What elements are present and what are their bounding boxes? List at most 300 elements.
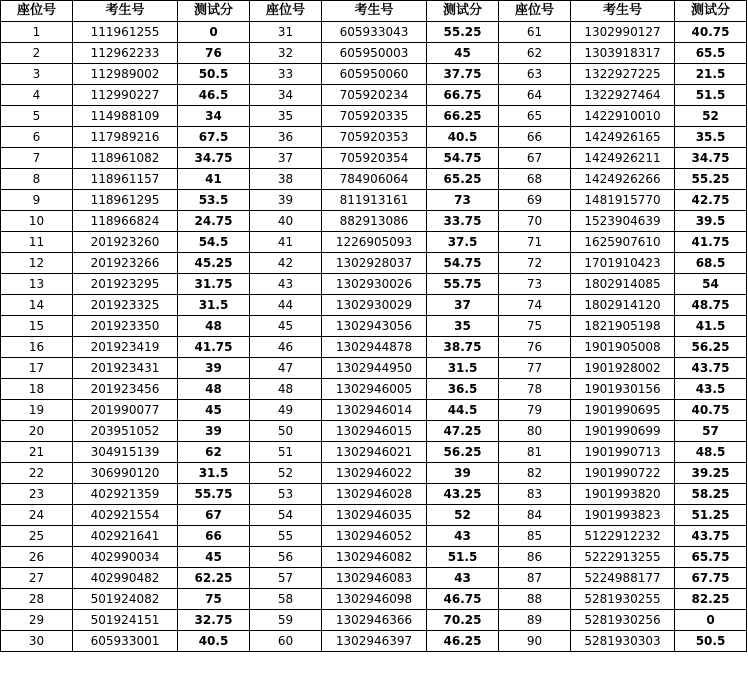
exam-id-cell: 1302946082 [322, 547, 427, 568]
seat-number-cell: 41 [250, 232, 322, 253]
seat-number-cell: 10 [1, 211, 73, 232]
exam-id-cell: 605933001 [73, 631, 178, 652]
seat-number-cell: 18 [1, 379, 73, 400]
score-cell: 48 [178, 379, 250, 400]
seat-number-cell: 86 [499, 547, 571, 568]
exam-id-cell: 1302946035 [322, 505, 427, 526]
score-cell: 39.5 [675, 211, 747, 232]
score-cell: 33.75 [427, 211, 499, 232]
exam-id-cell: 1302943056 [322, 316, 427, 337]
score-cell: 50.5 [675, 631, 747, 652]
score-cell: 45 [178, 547, 250, 568]
table-row [1, 148, 747, 169]
score-cell: 0 [675, 610, 747, 631]
seat-number-cell: 22 [1, 463, 73, 484]
seat-number-cell: 11 [1, 232, 73, 253]
exam-id-cell: 5122912232 [571, 526, 675, 547]
exam-id-cell: 402921554 [73, 505, 178, 526]
score-cell: 41.75 [178, 337, 250, 358]
seat-number-cell: 3 [1, 64, 73, 85]
header-score: 测试分 [427, 1, 499, 22]
exam-id-cell: 5281930303 [571, 631, 675, 652]
score-cell: 48 [178, 316, 250, 337]
score-cell: 46.75 [427, 589, 499, 610]
header-exam-id: 考生号 [571, 1, 675, 22]
score-cell: 37.75 [427, 64, 499, 85]
table-row [1, 400, 747, 421]
score-cell: 43.25 [427, 484, 499, 505]
seat-number-cell: 35 [250, 106, 322, 127]
table-row [1, 127, 747, 148]
score-cell: 65.5 [675, 43, 747, 64]
score-cell: 66.75 [427, 85, 499, 106]
score-cell: 39 [427, 463, 499, 484]
seat-number-cell: 20 [1, 421, 73, 442]
exam-id-cell: 1523904639 [571, 211, 675, 232]
seat-number-cell: 27 [1, 568, 73, 589]
exam-id-cell: 5281930255 [571, 589, 675, 610]
exam-id-cell: 304915139 [73, 442, 178, 463]
score-cell: 43.5 [675, 379, 747, 400]
exam-id-cell: 1302946015 [322, 421, 427, 442]
exam-id-cell: 1302946397 [322, 631, 427, 652]
score-cell: 31.5 [178, 463, 250, 484]
table-row [1, 43, 747, 64]
seat-number-cell: 83 [499, 484, 571, 505]
seat-number-cell: 30 [1, 631, 73, 652]
exam-id-cell: 1302944950 [322, 358, 427, 379]
score-cell: 44.5 [427, 400, 499, 421]
seat-number-cell: 66 [499, 127, 571, 148]
seat-number-cell: 50 [250, 421, 322, 442]
score-cell: 34.75 [178, 148, 250, 169]
exam-id-cell: 1802914085 [571, 274, 675, 295]
exam-id-cell: 1302946005 [322, 379, 427, 400]
score-cell: 67.5 [178, 127, 250, 148]
score-cell: 32.75 [178, 610, 250, 631]
score-cell: 46.5 [178, 85, 250, 106]
score-cell: 54 [675, 274, 747, 295]
exam-id-cell: 114988109 [73, 106, 178, 127]
header-score: 测试分 [178, 1, 250, 22]
seat-number-cell: 52 [250, 463, 322, 484]
seat-number-cell: 80 [499, 421, 571, 442]
score-cell: 56.25 [427, 442, 499, 463]
score-cell: 35.5 [675, 127, 747, 148]
score-cell: 66.25 [427, 106, 499, 127]
exam-id-cell: 882913086 [322, 211, 427, 232]
seat-number-cell: 19 [1, 400, 73, 421]
table-row [1, 106, 747, 127]
header-row [1, 1, 747, 22]
score-cell: 41.75 [675, 232, 747, 253]
seat-number-cell: 79 [499, 400, 571, 421]
seat-number-cell: 32 [250, 43, 322, 64]
score-cell: 31.5 [178, 295, 250, 316]
seat-number-cell: 57 [250, 568, 322, 589]
table-row [1, 526, 747, 547]
seat-number-cell: 5 [1, 106, 73, 127]
score-cell: 56.25 [675, 337, 747, 358]
score-cell: 34.75 [675, 148, 747, 169]
score-cell: 37 [427, 295, 499, 316]
table-row [1, 379, 747, 400]
seat-number-cell: 17 [1, 358, 73, 379]
header-exam-id: 考生号 [73, 1, 178, 22]
seat-number-cell: 29 [1, 610, 73, 631]
score-cell: 67.75 [675, 568, 747, 589]
score-cell: 34 [178, 106, 250, 127]
exam-id-cell: 201923456 [73, 379, 178, 400]
table-row [1, 190, 747, 211]
score-cell: 45 [427, 43, 499, 64]
exam-id-cell: 1901993823 [571, 505, 675, 526]
exam-id-cell: 117989216 [73, 127, 178, 148]
seat-number-cell: 43 [250, 274, 322, 295]
exam-id-cell: 1303918317 [571, 43, 675, 64]
exam-id-cell: 402921641 [73, 526, 178, 547]
exam-id-cell: 605933043 [322, 22, 427, 43]
score-cell: 46.25 [427, 631, 499, 652]
exam-id-cell: 1901990722 [571, 463, 675, 484]
exam-id-cell: 1901905008 [571, 337, 675, 358]
seat-number-cell: 49 [250, 400, 322, 421]
exam-id-cell: 5224988177 [571, 568, 675, 589]
score-cell: 70.25 [427, 610, 499, 631]
exam-id-cell: 1424926211 [571, 148, 675, 169]
table-row [1, 337, 747, 358]
score-cell: 40.5 [427, 127, 499, 148]
exam-id-cell: 705920353 [322, 127, 427, 148]
exam-id-cell: 1901990699 [571, 421, 675, 442]
exam-id-cell: 402921359 [73, 484, 178, 505]
exam-id-cell: 1302946083 [322, 568, 427, 589]
score-cell: 65.25 [427, 169, 499, 190]
exam-id-cell: 201923325 [73, 295, 178, 316]
exam-id-cell: 501924151 [73, 610, 178, 631]
exam-id-cell: 811913161 [322, 190, 427, 211]
score-cell: 62.25 [178, 568, 250, 589]
score-cell: 54.75 [427, 148, 499, 169]
seat-number-cell: 7 [1, 148, 73, 169]
seat-number-cell: 47 [250, 358, 322, 379]
header-seat: 座位号 [250, 1, 322, 22]
exam-id-cell: 1226905093 [322, 232, 427, 253]
exam-id-cell: 201923350 [73, 316, 178, 337]
score-cell: 37.5 [427, 232, 499, 253]
score-cell: 82.25 [675, 589, 747, 610]
score-cell: 55.75 [178, 484, 250, 505]
seat-number-cell: 59 [250, 610, 322, 631]
seat-number-cell: 55 [250, 526, 322, 547]
score-cell: 45.25 [178, 253, 250, 274]
exam-id-cell: 203951052 [73, 421, 178, 442]
seat-number-cell: 1 [1, 22, 73, 43]
exam-id-cell: 705920354 [322, 148, 427, 169]
exam-id-cell: 112989002 [73, 64, 178, 85]
seat-number-cell: 77 [499, 358, 571, 379]
score-cell: 67 [178, 505, 250, 526]
score-cell: 51.5 [675, 85, 747, 106]
seat-number-cell: 4 [1, 85, 73, 106]
score-cell: 58.25 [675, 484, 747, 505]
score-cell: 43 [427, 568, 499, 589]
seat-number-cell: 90 [499, 631, 571, 652]
exam-id-cell: 118961295 [73, 190, 178, 211]
table-row [1, 442, 747, 463]
table-row [1, 316, 747, 337]
score-cell: 55.75 [427, 274, 499, 295]
seat-number-cell: 51 [250, 442, 322, 463]
exam-id-cell: 1302990127 [571, 22, 675, 43]
exam-id-cell: 1302930026 [322, 274, 427, 295]
exam-id-cell: 1302946022 [322, 463, 427, 484]
score-cell: 68.5 [675, 253, 747, 274]
score-cell: 54.75 [427, 253, 499, 274]
score-cell: 55.25 [675, 169, 747, 190]
seat-number-cell: 24 [1, 505, 73, 526]
score-cell: 39.25 [675, 463, 747, 484]
exam-id-cell: 112990227 [73, 85, 178, 106]
seat-number-cell: 16 [1, 337, 73, 358]
seat-number-cell: 68 [499, 169, 571, 190]
score-cell: 41 [178, 169, 250, 190]
exam-id-cell: 605950060 [322, 64, 427, 85]
seat-number-cell: 13 [1, 274, 73, 295]
score-cell: 31.75 [178, 274, 250, 295]
score-cell: 21.5 [675, 64, 747, 85]
seat-number-cell: 39 [250, 190, 322, 211]
seat-number-cell: 40 [250, 211, 322, 232]
exam-id-cell: 118961082 [73, 148, 178, 169]
seat-number-cell: 61 [499, 22, 571, 43]
seat-number-cell: 74 [499, 295, 571, 316]
table-row [1, 421, 747, 442]
score-cell: 39 [178, 421, 250, 442]
exam-id-cell: 1901928002 [571, 358, 675, 379]
exam-id-cell: 1625907610 [571, 232, 675, 253]
seat-number-cell: 36 [250, 127, 322, 148]
seat-number-cell: 62 [499, 43, 571, 64]
score-cell: 43.75 [675, 526, 747, 547]
seat-number-cell: 31 [250, 22, 322, 43]
seat-number-cell: 56 [250, 547, 322, 568]
score-cell: 39 [178, 358, 250, 379]
seat-number-cell: 45 [250, 316, 322, 337]
seat-number-cell: 28 [1, 589, 73, 610]
seat-number-cell: 25 [1, 526, 73, 547]
score-cell: 31.5 [427, 358, 499, 379]
exam-id-cell: 1821905198 [571, 316, 675, 337]
seat-number-cell: 2 [1, 43, 73, 64]
seat-number-cell: 64 [499, 85, 571, 106]
score-cell: 54.5 [178, 232, 250, 253]
score-cell: 41.5 [675, 316, 747, 337]
exam-id-cell: 705920335 [322, 106, 427, 127]
seat-number-cell: 82 [499, 463, 571, 484]
table-row [1, 358, 747, 379]
score-cell: 0 [178, 22, 250, 43]
score-cell: 52 [427, 505, 499, 526]
score-cell: 36.5 [427, 379, 499, 400]
exam-id-cell: 306990120 [73, 463, 178, 484]
seat-number-cell: 81 [499, 442, 571, 463]
seat-number-cell: 42 [250, 253, 322, 274]
seat-number-cell: 12 [1, 253, 73, 274]
exam-id-cell: 5281930256 [571, 610, 675, 631]
seat-number-cell: 26 [1, 547, 73, 568]
seat-number-cell: 37 [250, 148, 322, 169]
exam-id-cell: 501924082 [73, 589, 178, 610]
exam-id-cell: 1802914120 [571, 295, 675, 316]
exam-id-cell: 1302944878 [322, 337, 427, 358]
score-cell: 35 [427, 316, 499, 337]
score-cell: 75 [178, 589, 250, 610]
seat-number-cell: 87 [499, 568, 571, 589]
seat-number-cell: 54 [250, 505, 322, 526]
table-row [1, 253, 747, 274]
table-row [1, 568, 747, 589]
seat-number-cell: 88 [499, 589, 571, 610]
score-cell: 43.75 [675, 358, 747, 379]
table-row [1, 463, 747, 484]
exam-id-cell: 1901993820 [571, 484, 675, 505]
score-cell: 47.25 [427, 421, 499, 442]
exam-id-cell: 1302930029 [322, 295, 427, 316]
seat-number-cell: 38 [250, 169, 322, 190]
seat-number-cell: 15 [1, 316, 73, 337]
score-cell: 50.5 [178, 64, 250, 85]
table-row [1, 22, 747, 43]
score-cell: 24.75 [178, 211, 250, 232]
score-cell: 51.5 [427, 547, 499, 568]
exam-id-cell: 1322927464 [571, 85, 675, 106]
seat-number-cell: 53 [250, 484, 322, 505]
score-cell: 65.75 [675, 547, 747, 568]
exam-id-cell: 201923266 [73, 253, 178, 274]
exam-id-cell: 1322927225 [571, 64, 675, 85]
table-row [1, 505, 747, 526]
score-cell: 48.75 [675, 295, 747, 316]
exam-id-cell: 201923295 [73, 274, 178, 295]
seat-number-cell: 65 [499, 106, 571, 127]
table-row [1, 589, 747, 610]
score-cell: 62 [178, 442, 250, 463]
seat-number-cell: 89 [499, 610, 571, 631]
seat-number-cell: 34 [250, 85, 322, 106]
table-row [1, 610, 747, 631]
seat-number-cell: 72 [499, 253, 571, 274]
exam-id-cell: 1901930156 [571, 379, 675, 400]
exam-id-cell: 118966824 [73, 211, 178, 232]
seat-number-cell: 67 [499, 148, 571, 169]
score-cell: 45 [178, 400, 250, 421]
exam-id-cell: 201990077 [73, 400, 178, 421]
score-cell: 66 [178, 526, 250, 547]
seat-number-cell: 70 [499, 211, 571, 232]
exam-id-cell: 1424926266 [571, 169, 675, 190]
seat-number-cell: 71 [499, 232, 571, 253]
score-cell: 53.5 [178, 190, 250, 211]
exam-id-cell: 1302946366 [322, 610, 427, 631]
seat-number-cell: 84 [499, 505, 571, 526]
exam-id-cell: 112962233 [73, 43, 178, 64]
header-seat: 座位号 [499, 1, 571, 22]
seat-number-cell: 75 [499, 316, 571, 337]
exam-id-cell: 1901990695 [571, 400, 675, 421]
score-cell: 40.75 [675, 22, 747, 43]
exam-id-cell: 705920234 [322, 85, 427, 106]
exam-id-cell: 5222913255 [571, 547, 675, 568]
exam-id-cell: 118961157 [73, 169, 178, 190]
exam-id-cell: 784906064 [322, 169, 427, 190]
table-row [1, 274, 747, 295]
score-cell: 43 [427, 526, 499, 547]
score-cell: 55.25 [427, 22, 499, 43]
table-row [1, 631, 747, 652]
seat-number-cell: 76 [499, 337, 571, 358]
seat-number-cell: 9 [1, 190, 73, 211]
seat-number-cell: 44 [250, 295, 322, 316]
seat-number-cell: 21 [1, 442, 73, 463]
table-row [1, 211, 747, 232]
score-cell: 40.75 [675, 400, 747, 421]
header-seat: 座位号 [1, 1, 73, 22]
exam-id-cell: 1424926165 [571, 127, 675, 148]
score-cell: 73 [427, 190, 499, 211]
header-score: 测试分 [675, 1, 747, 22]
seat-number-cell: 73 [499, 274, 571, 295]
seat-number-cell: 14 [1, 295, 73, 316]
seat-number-cell: 46 [250, 337, 322, 358]
header-exam-id: 考生号 [322, 1, 427, 22]
seat-number-cell: 33 [250, 64, 322, 85]
exam-id-cell: 402990034 [73, 547, 178, 568]
table-row [1, 547, 747, 568]
exam-id-cell: 201923431 [73, 358, 178, 379]
score-cell: 48.5 [675, 442, 747, 463]
score-cell: 51.25 [675, 505, 747, 526]
score-cell: 40.5 [178, 631, 250, 652]
exam-id-cell: 1481915770 [571, 190, 675, 211]
exam-id-cell: 402990482 [73, 568, 178, 589]
seat-number-cell: 8 [1, 169, 73, 190]
table-row [1, 64, 747, 85]
seat-number-cell: 85 [499, 526, 571, 547]
exam-id-cell: 1302946052 [322, 526, 427, 547]
exam-id-cell: 1422910010 [571, 106, 675, 127]
table-row [1, 85, 747, 106]
exam-id-cell: 1302946098 [322, 589, 427, 610]
seat-number-cell: 23 [1, 484, 73, 505]
table-row [1, 232, 747, 253]
seat-number-cell: 60 [250, 631, 322, 652]
exam-id-cell: 605950003 [322, 43, 427, 64]
exam-id-cell: 111961255 [73, 22, 178, 43]
score-cell: 42.75 [675, 190, 747, 211]
exam-id-cell: 1302946028 [322, 484, 427, 505]
exam-id-cell: 201923419 [73, 337, 178, 358]
score-cell: 38.75 [427, 337, 499, 358]
exam-id-cell: 1302928037 [322, 253, 427, 274]
table-row [1, 295, 747, 316]
seat-number-cell: 58 [250, 589, 322, 610]
exam-id-cell: 1302946021 [322, 442, 427, 463]
seat-number-cell: 63 [499, 64, 571, 85]
seat-number-cell: 6 [1, 127, 73, 148]
table-row [1, 484, 747, 505]
seat-number-cell: 69 [499, 190, 571, 211]
